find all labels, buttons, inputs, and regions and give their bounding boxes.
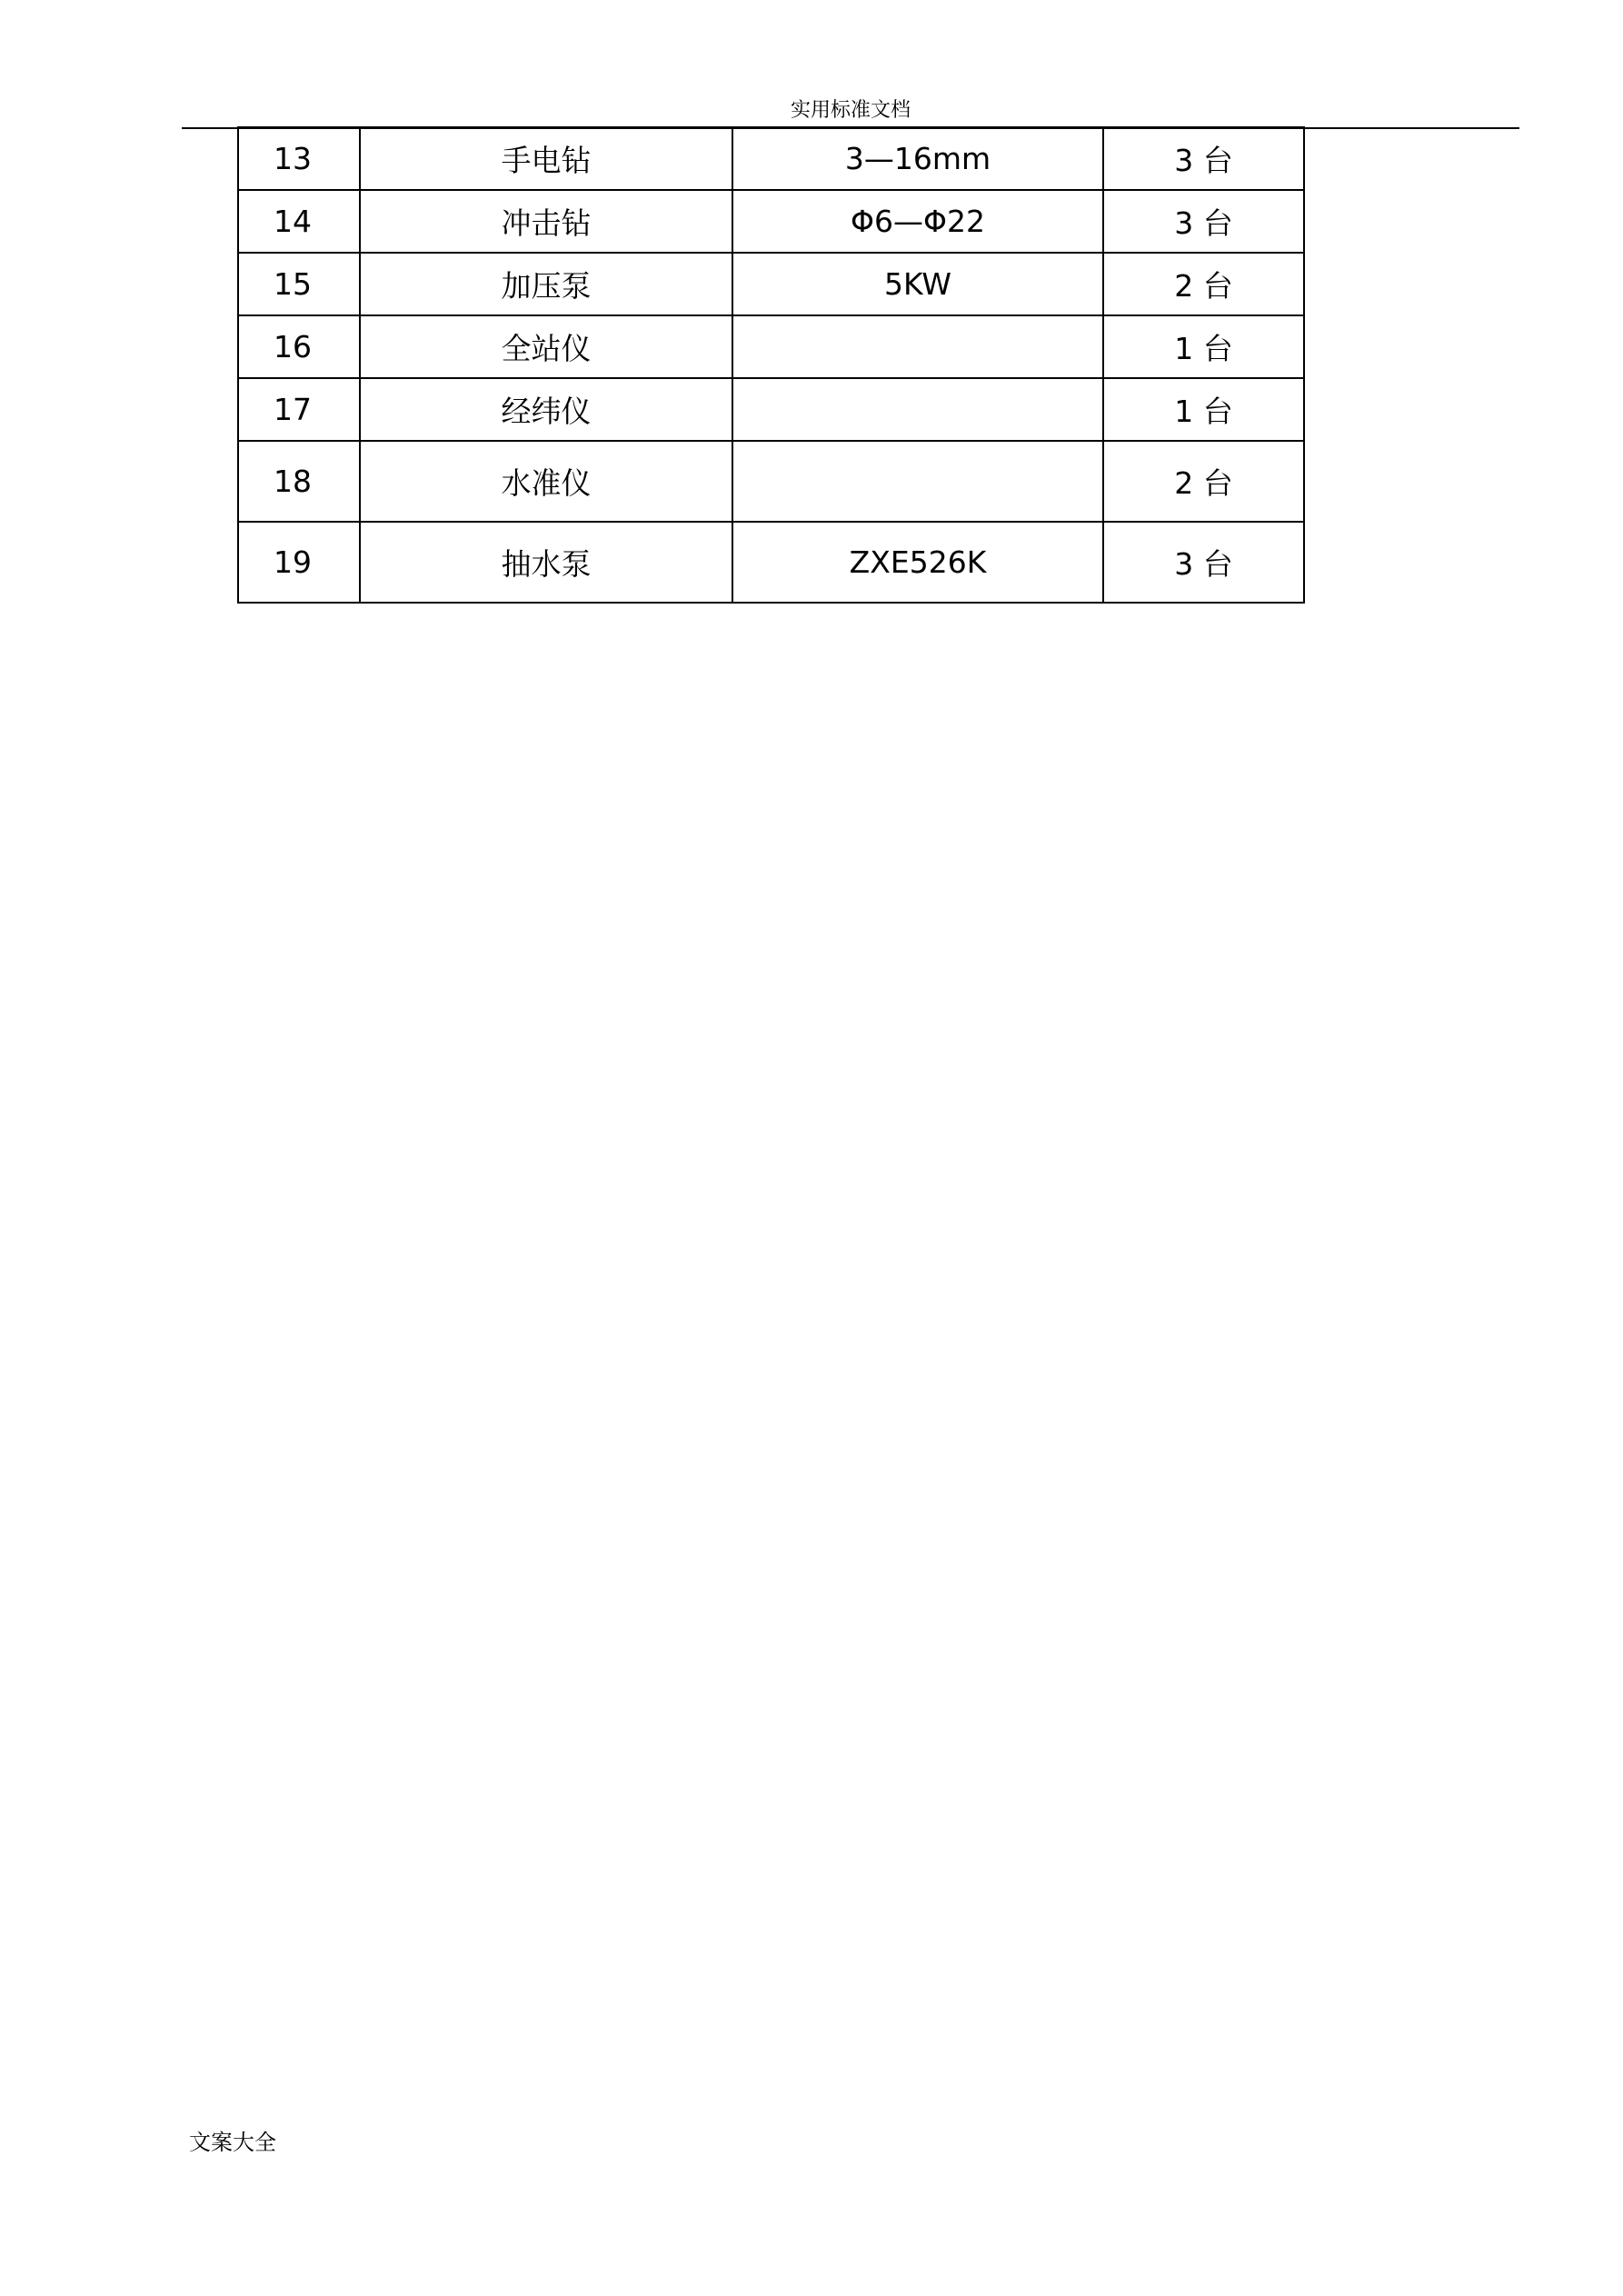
table-row <box>238 522 1304 603</box>
equipment-name: 经纬仪 <box>360 378 732 441</box>
row-number: 18 <box>238 441 360 522</box>
equipment-name: 水准仪 <box>360 441 732 522</box>
equipment-name: 加压泵 <box>360 253 732 315</box>
row-number: 17 <box>238 378 360 441</box>
equipment-spec: ZXE526K <box>732 522 1103 603</box>
row-number: 16 <box>238 315 360 378</box>
equipment-quantity: 1 台 <box>1103 378 1304 441</box>
equipment-spec: Φ6—Φ22 <box>732 190 1103 253</box>
equipment-quantity: 1 台 <box>1103 315 1304 378</box>
equipment-name: 冲击钻 <box>360 190 732 253</box>
equipment-spec: 3—16mm <box>732 127 1103 190</box>
equipment-quantity: 2 台 <box>1103 253 1304 315</box>
row-number: 19 <box>238 522 360 603</box>
equipment-quantity: 3 台 <box>1103 190 1304 253</box>
table-row <box>238 127 1304 190</box>
equipment-quantity: 2 台 <box>1103 441 1304 522</box>
table-row <box>238 441 1304 522</box>
table-row <box>238 378 1304 441</box>
table-row <box>238 253 1304 315</box>
equipment-spec <box>732 441 1103 522</box>
row-number: 15 <box>238 253 360 315</box>
table-row <box>238 315 1304 378</box>
equipment-quantity: 3 台 <box>1103 522 1304 603</box>
equipment-spec <box>732 378 1103 441</box>
page-footer: 文案大全 <box>189 2130 276 2155</box>
equipment-spec: 5KW <box>732 253 1103 315</box>
equipment-name: 手电钻 <box>360 127 732 190</box>
table-row <box>238 190 1304 253</box>
equipment-name: 全站仪 <box>360 315 732 378</box>
page-header: 实用标准文档 <box>182 95 1519 129</box>
equipment-spec <box>732 315 1103 378</box>
row-number: 13 <box>238 127 360 190</box>
row-number: 14 <box>238 190 360 253</box>
equipment-name: 抽水泵 <box>360 522 732 603</box>
equipment-table <box>237 126 1305 604</box>
equipment-quantity: 3 台 <box>1103 127 1304 190</box>
